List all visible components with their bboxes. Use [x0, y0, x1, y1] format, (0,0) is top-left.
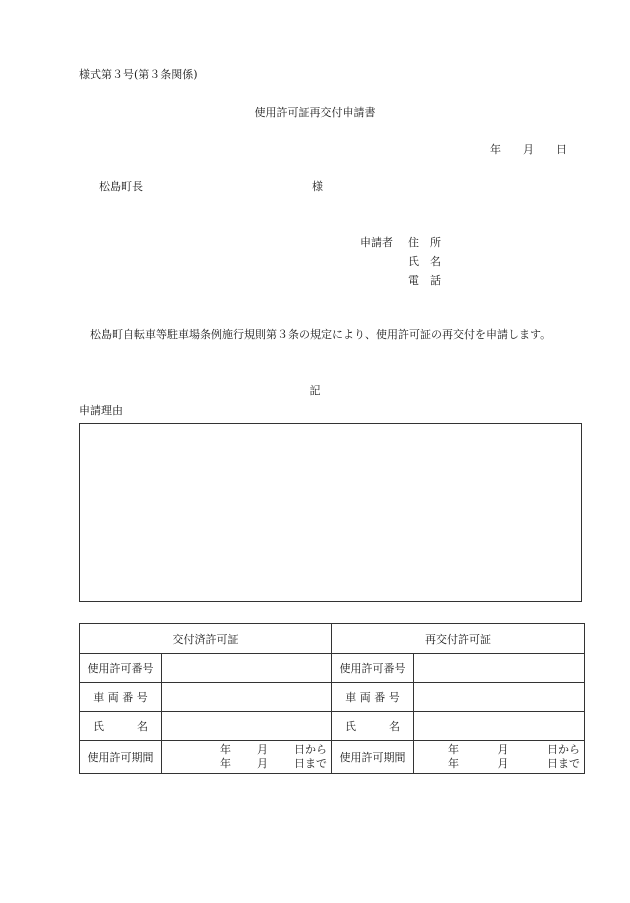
page-title: 使用許可証再交付申請書: [254, 106, 376, 119]
period-month: 月: [257, 757, 268, 770]
date-month: 月: [523, 143, 534, 156]
reissued-permit-header: 再交付許可証: [332, 624, 585, 654]
period-month: 月: [497, 743, 509, 756]
date-year: 年: [490, 143, 501, 156]
addressee-honorific: 様: [312, 180, 323, 193]
issued-period-field[interactable]: [162, 741, 332, 774]
period-year: 年: [220, 743, 231, 756]
permit-table: [79, 623, 585, 774]
name-label: 氏 名: [332, 712, 414, 741]
form-number: 様式第３号(第３条関係): [79, 68, 198, 81]
permit-number-label: 使用許可番号: [332, 654, 414, 683]
table-row: [80, 683, 585, 712]
reason-label: 申請理由: [79, 404, 123, 417]
table-row: [80, 654, 585, 683]
vehicle-number-label: 車 両 番 号: [80, 683, 162, 712]
period-year: 年: [448, 743, 459, 756]
period-until: 日まで: [547, 757, 580, 770]
issued-permit-header: 交付済許可証: [80, 624, 332, 654]
name-label: 氏 名: [80, 712, 162, 741]
vehicle-number-label: 車 両 番 号: [332, 683, 414, 712]
applicant-address-label: 住 所: [408, 236, 441, 249]
reissued-permit-number-field[interactable]: [414, 654, 585, 683]
period-from-line: [418, 743, 580, 757]
period-until-line: [418, 757, 580, 771]
applicant-label: 申請者: [360, 236, 393, 249]
applicant-name-label: 氏 名: [408, 255, 441, 268]
period-year: 年: [448, 757, 459, 770]
reissued-vehicle-number-field[interactable]: [414, 683, 585, 712]
body-text: 松島町自転車等駐車場条例施行規則第３条の規定により、使用許可証の再交付を申請します。: [90, 328, 552, 341]
period-month: 月: [497, 757, 509, 770]
table-header-row: [80, 624, 585, 654]
period-until: 日まで: [294, 757, 327, 770]
period-month: 月: [257, 743, 268, 756]
period-label: 使用許可期間: [332, 741, 414, 774]
table-row: [80, 712, 585, 741]
ki-heading: 記: [309, 384, 321, 397]
reissued-name-field[interactable]: [414, 712, 585, 741]
period-until-line: [166, 757, 327, 771]
reissued-period-field[interactable]: [414, 741, 585, 774]
issued-vehicle-number-field[interactable]: [162, 683, 332, 712]
issued-permit-number-field[interactable]: [162, 654, 332, 683]
table-row: [80, 741, 585, 774]
period-year: 年: [220, 757, 231, 770]
permit-number-label: 使用許可番号: [80, 654, 162, 683]
applicant-phone-label: 電 話: [408, 274, 441, 287]
reason-input-box[interactable]: [79, 423, 582, 602]
period-label: 使用許可期間: [80, 741, 162, 774]
date-day: 日: [556, 143, 567, 156]
period-from-line: [166, 743, 327, 757]
period-from: 日から: [547, 743, 580, 756]
addressee-name: 松島町長: [99, 180, 143, 193]
date-line: [490, 141, 567, 157]
issued-name-field[interactable]: [162, 712, 332, 741]
period-from: 日から: [294, 743, 327, 756]
